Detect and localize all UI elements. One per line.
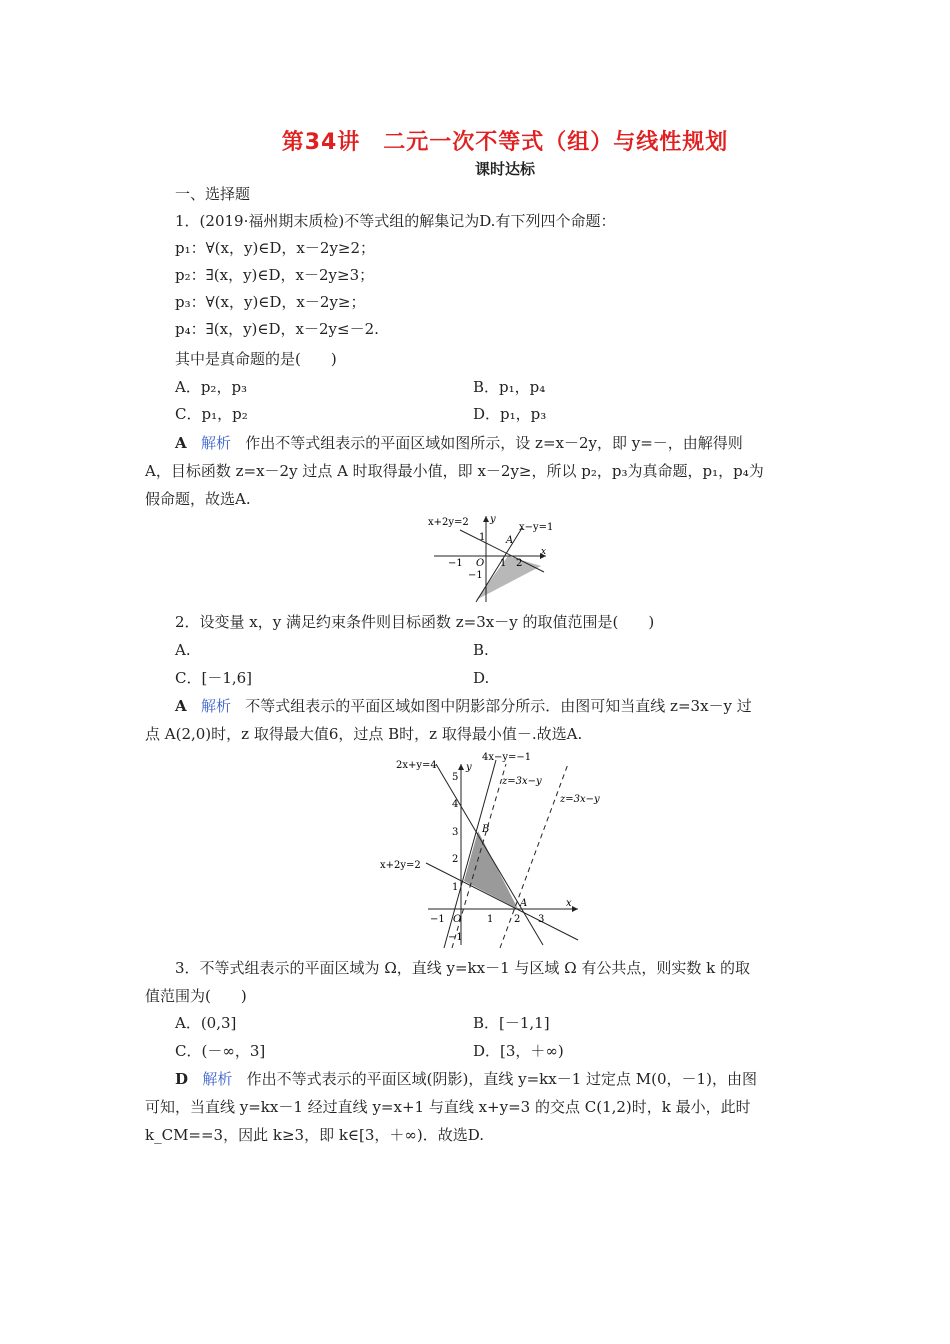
fig2-x-arrow-icon xyxy=(572,906,578,912)
figure-2-graph xyxy=(378,750,610,950)
fig1-label-y: y xyxy=(490,514,496,525)
fig2-label-l3: z=3x−y xyxy=(502,776,542,787)
q1-solution-line3: 假命题，故选A. xyxy=(145,490,251,508)
fig2-label-l1: 2x+y=4 xyxy=(396,760,437,771)
q1-option-c: C．p₁，p₂ xyxy=(175,405,248,423)
fig1-tick-xm1: −1 xyxy=(448,558,463,569)
fig2-label-l5: x+2y=2 xyxy=(380,860,421,871)
q1-solution-line2: A，目标函数 z=x－2y 过点 A 时取得最小值，即 x－2y≥，所以 p₂，p₃为真命题，p₁，p₄为 xyxy=(145,462,764,480)
q1-answer: A xyxy=(175,434,187,452)
fig2-shaded-region xyxy=(464,831,518,909)
q1-p2: p₂：∃(x，y)∈D，x－2y≥3； xyxy=(175,266,375,284)
fig1-tick-y1: 1 xyxy=(479,532,486,543)
q3-stem-line1: 3．不等式组表示的平面区域为 Ω，直线 y=kx－1 与区域 Ω 有公共点，则实数 k 的取 xyxy=(175,959,751,977)
fig1-tick-x1: 1 xyxy=(500,558,507,569)
fig2-tick-x2: 2 xyxy=(514,914,521,925)
fig2-tick-y1: 1 xyxy=(452,882,459,893)
q2-solution-text1: 不等式组表示的平面区域如图中阴影部分所示．由图可知当直线 z=3x－y 过 xyxy=(245,697,752,715)
q2-stem: 2．设变量 x，y 满足约束条件则目标函数 z=3x－y 的取值范围是( ) xyxy=(175,613,655,631)
q3-option-c: C．(－∞，3] xyxy=(175,1042,266,1060)
fig1-label-l2: x−y=1 xyxy=(519,522,554,533)
fig2-label-o: O xyxy=(453,914,462,925)
page-title: 第34讲 二元一次不等式（组）与线性规划 xyxy=(281,130,729,155)
q3-solution-line1 xyxy=(175,1069,757,1089)
q3-solution-text1: 作出不等式表示的平面区域(阴影)，直线 y=kx－1 过定点 M(0，－1)，由图 xyxy=(246,1070,757,1088)
q2-option-a: A. xyxy=(175,641,191,659)
fig1-y-arrow-icon xyxy=(483,516,489,522)
fig2-tick-y5: 5 xyxy=(452,772,459,783)
fig1-tick-ym1: −1 xyxy=(468,570,483,581)
q3-answer: D xyxy=(175,1070,189,1088)
fig1-point-a: A xyxy=(506,535,514,546)
fig2-label-x: x xyxy=(566,898,572,909)
fig2-level-line-2 xyxy=(500,764,568,948)
q1-p4: p₄：∃(x，y)∈D，x－2y≤－2. xyxy=(175,320,379,338)
q3-solution-line2: 可知，当直线 y=kx－1 经过直线 y=x+1 与直线 x+y=3 的交点 C(1,2)时，k 最小，此时 xyxy=(145,1098,751,1116)
fig1-tick-x2: 2 xyxy=(516,558,523,569)
q2-answer: A xyxy=(175,697,187,715)
fig2-label-l2: 4x−y=−1 xyxy=(482,752,532,763)
q3-option-a: A．(0,3] xyxy=(175,1014,237,1032)
page-subtitle: 课时达标 xyxy=(474,160,535,178)
q2-solution-line1 xyxy=(175,696,752,716)
q1-option-a: A．p₂，p₃ xyxy=(175,378,248,396)
fig1-label-x: x xyxy=(541,547,547,557)
q1-solution-line1 xyxy=(175,433,743,453)
fig2-line-x+2y=2 xyxy=(426,863,578,940)
q1-p1: p₁：∀(x，y)∈D，x－2y≥2； xyxy=(175,239,376,257)
q1-ask: 其中是真命题的是( ) xyxy=(175,350,337,368)
q2-option-d: D. xyxy=(473,669,490,687)
section-heading: 一、选择题 xyxy=(175,185,251,203)
q1-option-b: B．p₁，p₄ xyxy=(473,378,546,396)
q1-solution-text1: 作出不等式组表示的平面区域如图所示，设 z=x－2y，即 y=－，由解得则 xyxy=(245,434,743,452)
q2-option-b: B. xyxy=(473,641,489,659)
fig2-tick-x1: 1 xyxy=(487,914,494,925)
fig2-point-b: B xyxy=(482,824,490,835)
figure-1-graph xyxy=(424,510,564,604)
fig1-label-l1: x+2y=2 xyxy=(428,517,469,528)
q3-jiexi-label: 解析 xyxy=(202,1070,233,1088)
fig1-label-o: O xyxy=(476,558,485,569)
fig2-tick-ym1: −1 xyxy=(448,932,463,943)
q3-option-d: D．[3，＋∞) xyxy=(473,1042,564,1060)
fig2-tick-y2: 2 xyxy=(452,854,459,865)
q1-p3: p₃：∀(x，y)∈D，x－2y≥； xyxy=(175,293,366,311)
q3-stem-line2: 值范围为( ) xyxy=(145,987,247,1005)
fig2-tick-y4: 4 xyxy=(452,799,459,810)
fig2-tick-y3: 3 xyxy=(452,827,459,838)
fig2-label-l4: z=3x−y xyxy=(560,794,600,805)
fig2-tick-xm1: −1 xyxy=(430,914,445,925)
fig2-y-arrow-icon xyxy=(458,764,464,770)
fig2-tick-x3: 3 xyxy=(538,914,545,925)
q3-solution-line3: k_CM==3，因此 k≥3，即 k∈[3，＋∞)．故选D. xyxy=(145,1126,485,1144)
q3-option-b: B．[－1,1] xyxy=(473,1014,550,1032)
q1-option-d: D．p₁，p₃ xyxy=(473,405,547,423)
q2-jiexi-label: 解析 xyxy=(200,697,231,715)
fig2-point-a: A xyxy=(520,898,528,909)
q1-stem: 1．(2019·福州期末质检)不等式组的解集记为D.有下列四个命题： xyxy=(175,212,616,230)
fig2-label-y: y xyxy=(466,762,472,773)
q2-option-c: C．[－1,6] xyxy=(175,669,253,687)
q1-jiexi-label: 解析 xyxy=(200,434,231,452)
q2-solution-line2: 点 A(2,0)时，z 取得最大值6，过点 B时，z 取得最小值－.故选A. xyxy=(145,725,583,743)
